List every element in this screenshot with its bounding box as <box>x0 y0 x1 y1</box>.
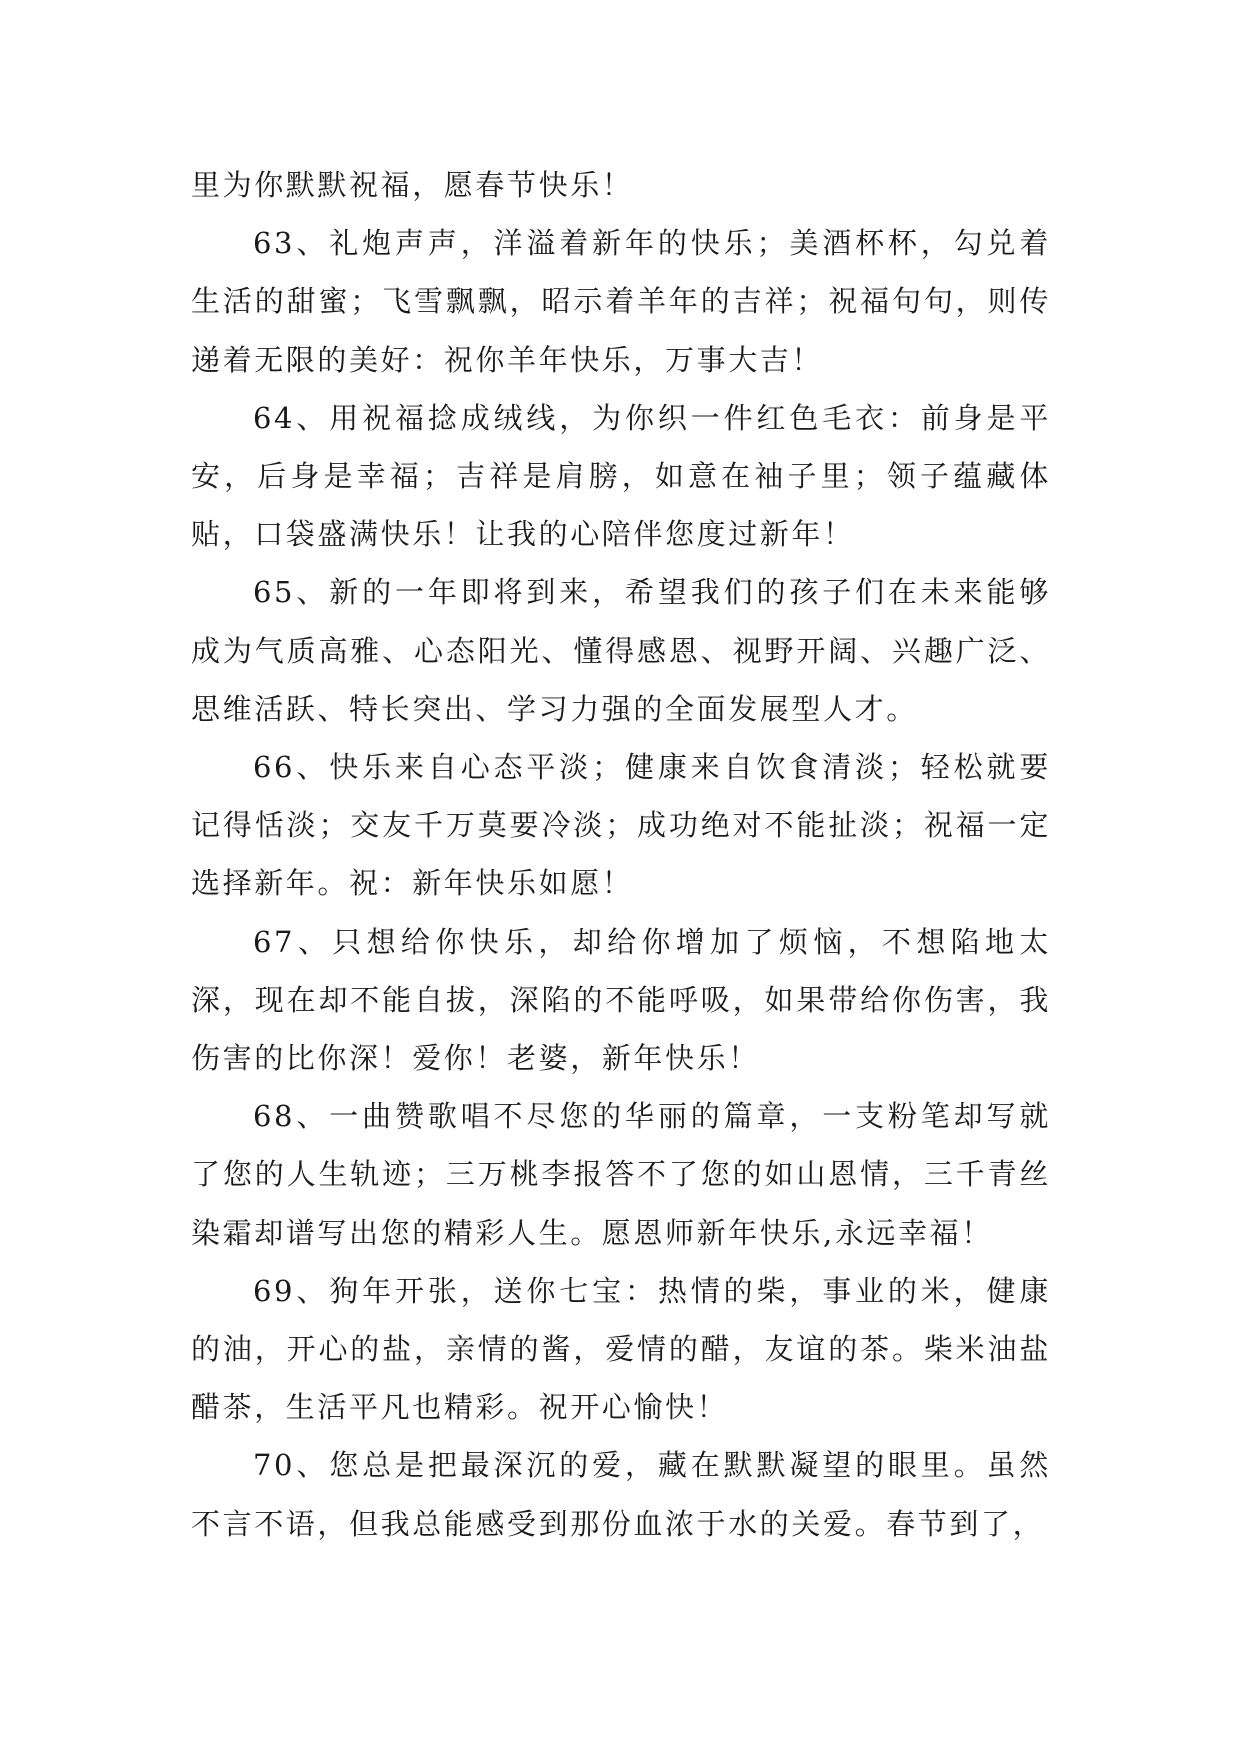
document-body <box>191 156 1051 1553</box>
paragraph-continuation: 里为你默默祝福，愿春节快乐！ <box>191 168 634 202</box>
paragraph-69: 69、狗年开张，送你七宝：热情的柴，事业的米，健康的油，开心的盐，亲情的酱，爱情的醋，友谊的茶。柴米油盐醋茶，生活平凡也精彩。祝开心愉快！ <box>191 1273 1051 1425</box>
paragraph-67: 67、只想给你快乐，却给你增加了烦恼，不想陷地太深，现在却不能自拔，深陷的不能呼吸，如果带给你伤害，我伤害的比你深！爱你！老婆，新年快乐！ <box>191 924 1051 1076</box>
paragraph-66: 66、快乐来自心态平淡；健康来自饮食清淡；轻松就要记得恬淡；交友千万莫要冷淡；成功绝对不能扯淡；祝福一定选择新年。祝：新年快乐如愿！ <box>191 750 1051 901</box>
paragraph-64: 64、用祝福捻成绒线，为你织一件红色毛衣：前身是平安，后身是幸福；吉祥是肩膀，如意在袖子里；领子蕴藏体贴，口袋盛满快乐！让我的心陪伴您度过新年！ <box>191 400 1051 552</box>
paragraph-70: 70、您总是把最深沉的爱，藏在默默凝望的眼里。虽然不言不语，但我总能感受到那份血浓于水的关爱。春节到了， <box>191 1448 1051 1541</box>
paragraph-68: 68、一曲赞歌唱不尽您的华丽的篇章，一支粉笔却写就了您的人生轨迹；三万桃李报答不了您的如山恩情，三千青丝染霜却谱写出您的精彩人生。愿恩师新年快乐,永远幸福！ <box>191 1099 1051 1250</box>
paragraph-63: 63、礼炮声声，洋溢着新年的快乐；美酒杯杯，勾兑着生活的甜蜜；飞雪飘飘，昭示着羊年的吉祥；祝福句句，则传递着无限的美好：祝你羊年快乐，万事大吉！ <box>191 226 1051 377</box>
paragraph-65: 65、新的一年即将到来，希望我们的孩子们在未来能够成为气质高雅、心态阳光、懂得感恩、视野开阔、兴趣广泛、思维活跃、特长突出、学习力强的全面发展型人才。 <box>191 575 1051 726</box>
